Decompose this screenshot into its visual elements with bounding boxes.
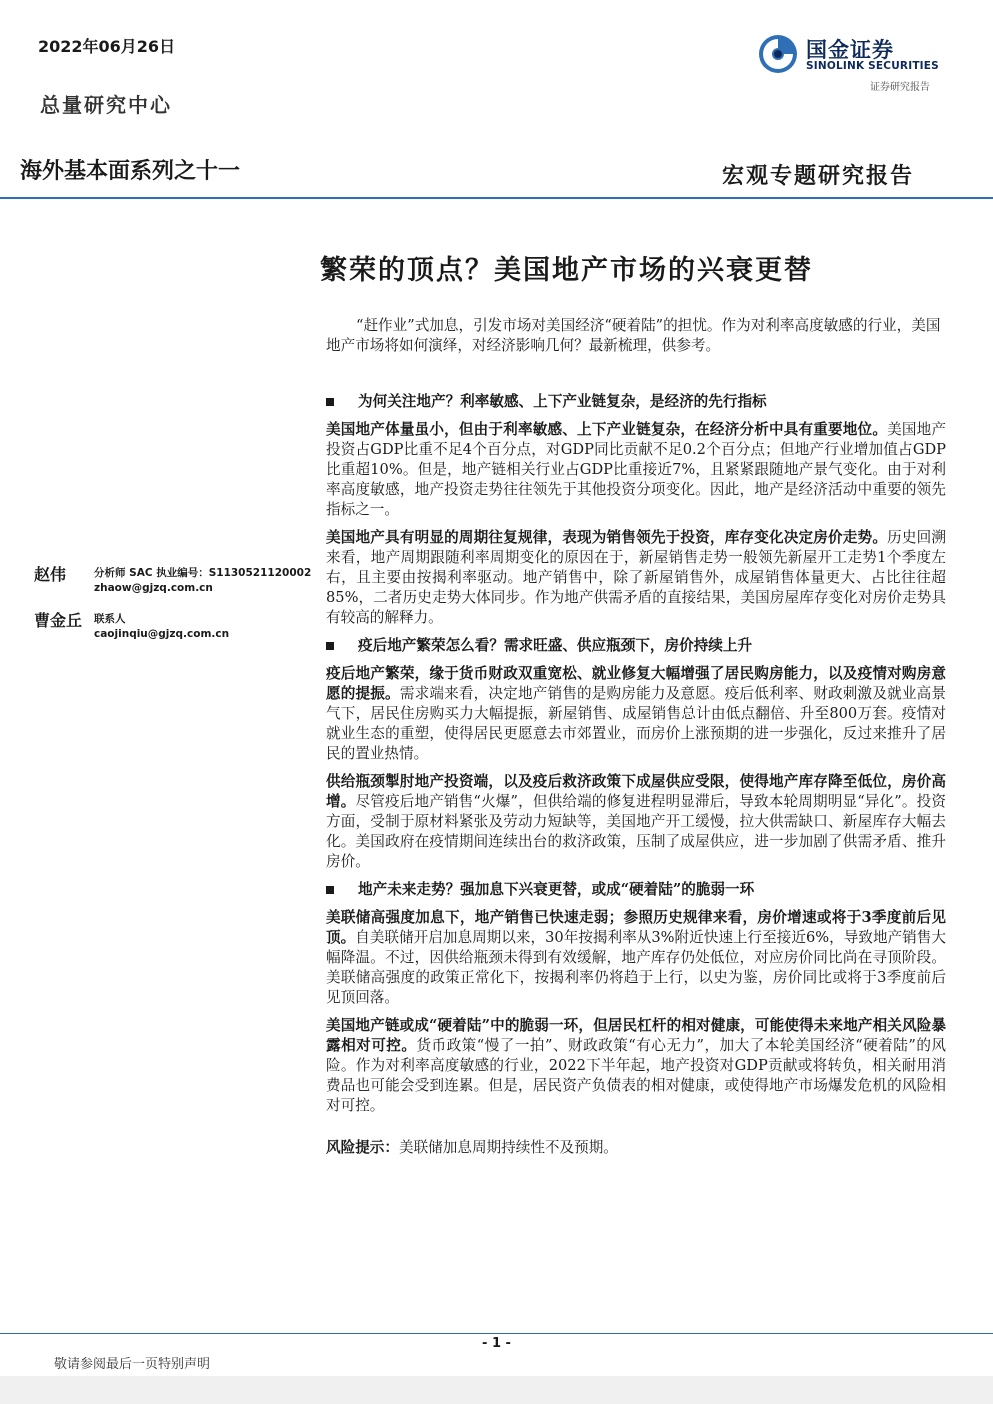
analyst-name: 赵伟 bbox=[34, 565, 67, 584]
bullet-square-icon bbox=[326, 398, 334, 406]
bullet-square-icon bbox=[326, 886, 334, 894]
logo-english-name: SINOLINK SECURITIES bbox=[806, 60, 939, 72]
report-body bbox=[326, 316, 946, 1166]
contact-email[interactable]: caojinqiu@gjzq.com.cn bbox=[94, 628, 230, 640]
report-type: 宏观专题研究报告 bbox=[722, 163, 915, 189]
footer-disclaimer: 敬请参阅最后一页特别声明 bbox=[54, 1357, 211, 1372]
analyst-email[interactable]: zhaow@gjzq.com.cn bbox=[94, 582, 213, 594]
contact-block bbox=[34, 608, 229, 642]
footer-divider bbox=[0, 1333, 993, 1334]
report-series: 海外基本面系列之十一 bbox=[20, 159, 241, 184]
research-center: 总量研究中心 bbox=[40, 93, 172, 117]
report-date: 2022年06月26日 bbox=[38, 37, 176, 56]
contact-name: 曹金丘 bbox=[34, 611, 83, 630]
body-paragraph: 供给瓶颈掣肘地产投资端，以及疫后救济政策下成屋供应受限，使得地产库存降至低位，房价高增。尽管疫后地产销售“火爆”，但供给端的修复进程明显滞后，导致本轮周期明显“异化”。投资方面，受制于原材料紧张及劳动力短缺等，美国地产开工缓慢，拉大供需缺口、新屋库存大幅去化。美国政府在疫情期间连续出台的救济政策，压制了成屋供应，进一步加剧了供需矛盾、推升房价。 bbox=[326, 773, 946, 870]
report-title: 繁荣的顶点？美国地产市场的兴衰更替 bbox=[320, 255, 813, 286]
risk-note: 风险提示：美联储加息周期持续性不及预期。 bbox=[326, 1139, 618, 1156]
analyst-block bbox=[34, 562, 311, 596]
body-paragraph: 美国地产具有明显的周期往复规律，表现为销售领先于投资，库存变化决定房价走势。历史回溯来看，地产周期跟随利率周期变化的原因在于，新屋销售走势一般领先新屋开工走势1个季度左右，且主要由按揭利率驱动。地产销售中，除了新屋销售外，成屋销售体量更大、占比往往超85%，二者历史走势大体同步。作为地产供需矛盾的直接结果，美国房屋库存变化对房价走势具有较高的解释力。 bbox=[326, 529, 946, 626]
sinolink-logo-icon bbox=[757, 33, 799, 75]
intro-paragraph: “赶作业”式加息，引发市场对美国经济“硬着陆”的担忧。作为对利率高度敏感的行业，美国地产市场将如何演绎，对经济影响几何？最新梳理，供参考。 bbox=[326, 317, 941, 354]
body-paragraph: 美联储高强度加息下，地产销售已快速走弱；参照历史规律来看，房价增速或将于3季度前后见顶。自美联储开启加息周期以来，30年按揭利率从3%附近快速上行至接近6%，导致地产销售大幅降温。不过，因供给瓶颈未得到有效缓解，地产库存仍处低位，对应房价同比尚在寻顶阶段。美联储高强度的政策正常化下，按揭利率仍将趋于上行，以史为鉴，房价同比或将于3季度前后见顶回落。 bbox=[326, 909, 946, 1006]
logo-subtitle: 证券研究报告 bbox=[870, 82, 930, 93]
bullet-square-icon bbox=[326, 642, 334, 650]
section-heading: 地产未来走势？强加息下兴衰更替，或成“硬着陆”的脆弱一环 bbox=[326, 880, 946, 900]
footer-bar bbox=[0, 1376, 993, 1404]
analyst-sac-number: 分析师 SAC 执业编号：S1130521120002 bbox=[94, 567, 312, 579]
contact-role: 联系人 bbox=[94, 613, 126, 625]
body-paragraph: 美国地产链或成“硬着陆”中的脆弱一环，但居民杠杆的相对健康，可能使得未来地产相关风险暴露相对可控。货币政策“慢了一拍”、财政政策“有心无力”，加大了本轮美国经济“硬着陆”的风险。作为对利率高度敏感的行业，2022下半年起，地产投资对GDP贡献或将转负，相关耐用消费品也可能会受到连累。但是，居民资产负债表的相对健康，或使得地产市场爆发危机的风险相对可控。 bbox=[326, 1017, 946, 1114]
logo-chinese-name: 国金证券 bbox=[806, 38, 894, 62]
header-divider bbox=[0, 197, 993, 199]
body-paragraph: 美国地产体量虽小，但由于利率敏感、上下产业链复杂，在经济分析中具有重要地位。美国地产投资占GDP比重不足4个百分点，对GDP同比贡献不足0.2个百分点；但地产行业增加值占GDP比重超10%。但是，地产链相关行业占GDP比重接近7%，且紧紧跟随地产景气变化。由于对利率高度敏感，地产投资走势往往领先于其他投资分项变化。因此，地产是经济活动中重要的领先指标之一。 bbox=[326, 421, 946, 518]
section-heading: 为何关注地产？利率敏感、上下产业链复杂，是经济的先行指标 bbox=[326, 392, 946, 412]
section-heading: 疫后地产繁荣怎么看？需求旺盛、供应瓶颈下，房价持续上升 bbox=[326, 636, 946, 656]
page-number: - 1 - bbox=[482, 1336, 511, 1351]
body-paragraph: 疫后地产繁荣，缘于货币财政双重宽松、就业修复大幅增强了居民购房能力，以及疫情对购房意愿的提振。需求端来看，决定地产销售的是购房能力及意愿。疫后低利率、财政刺激及就业高景气下，居民住房购买力大幅提振，新屋销售、成屋销售总计由低点翻倍、升至800万套。疫情对就业生态的重塑，使得居民更愿意去市郊置业，而房价上涨预期的进一步强化，反过来推升了居民的置业热情。 bbox=[326, 665, 946, 762]
